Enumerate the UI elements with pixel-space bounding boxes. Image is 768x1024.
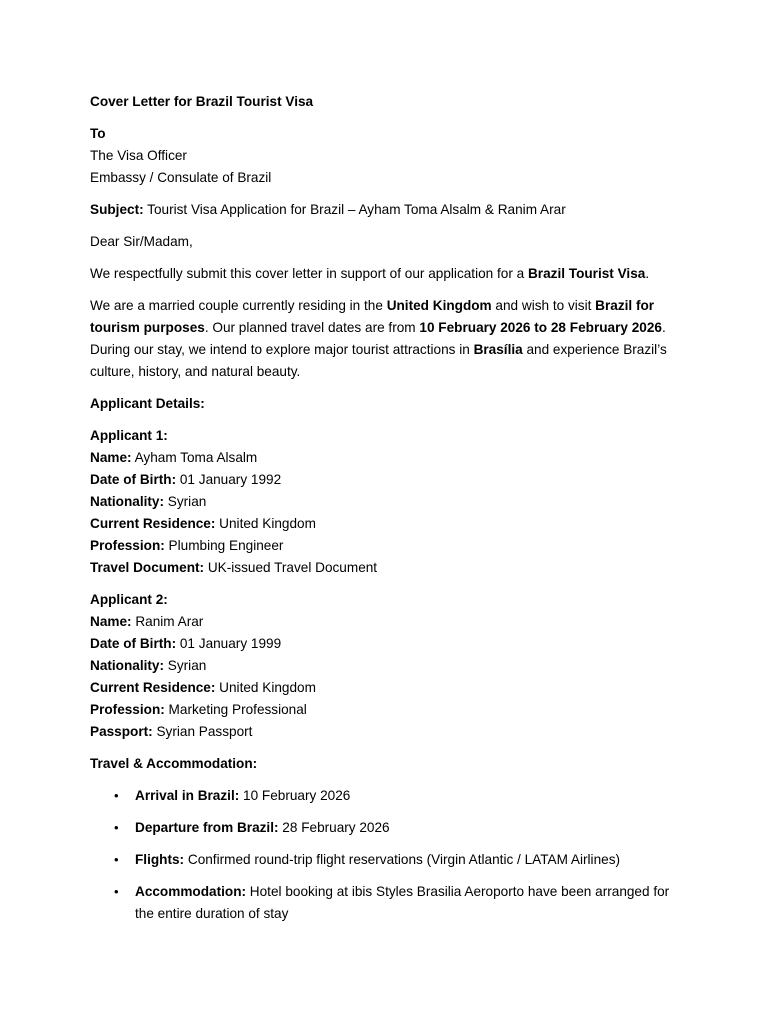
bullet-icon: • — [114, 788, 119, 803]
recipient-to: To — [90, 126, 106, 141]
applicant-1-name: Name: Ayham Toma Alsalm — [90, 450, 258, 465]
list-item: • Accommodation: Hotel booking at ibis Styles Brasilia Aeroporto have been arranged for the entire duration of stay — [90, 881, 690, 925]
bullet-icon: • — [114, 884, 119, 899]
list-item: • Flights: Confirmed round-trip flight reservations (Virgin Atlantic / LATAM Airlines) — [90, 849, 690, 871]
intro-paragraph: We respectfully submit this cover letter in support of our application for a Brazil Tourist Visa. — [90, 266, 650, 281]
list-item: • Departure from Brazil: 28 February 2026 — [90, 817, 690, 839]
applicant-2-passport: Passport: Syrian Passport — [90, 724, 253, 739]
applicant-1-dob: Date of Birth: 01 January 1992 — [90, 472, 282, 487]
applicant-1-document: Travel Document: UK-issued Travel Document — [90, 560, 378, 575]
applicant-1-block — [90, 425, 690, 579]
bullet-icon: • — [114, 852, 119, 867]
applicant-1-nationality: Nationality: Syrian — [90, 494, 207, 509]
subject-line: Subject: Tourist Visa Application for Brazil – Ayham Toma Alsalm & Ranim Arar — [90, 202, 566, 217]
bullet-icon: • — [114, 820, 119, 835]
travel-purpose-paragraph: We are a married couple currently residing in the United Kingdom and wish to visit Brazil for tourism purposes. Our planned travel dates are from 10 February 2026 to 28 February 2026. During our stay, we intend to explore major tourist attractions in Brasília and experience Brazil’s culture, history, and natural beauty. — [90, 298, 667, 379]
applicant-2-profession: Profession: Marketing Professional — [90, 702, 307, 717]
applicant-1-profession: Profession: Plumbing Engineer — [90, 538, 284, 553]
letter-title: Cover Letter for Brazil Tourist Visa — [90, 94, 314, 109]
recipient-line-2: Embassy / Consulate of Brazil — [90, 170, 272, 185]
applicant-1-residence: Current Residence: United Kingdom — [90, 516, 316, 531]
applicant-2-dob: Date of Birth: 01 January 1999 — [90, 636, 282, 651]
letter-body — [90, 91, 690, 935]
recipient-line-1: The Visa Officer — [90, 148, 187, 163]
applicant-2-residence: Current Residence: United Kingdom — [90, 680, 316, 695]
applicant-2-heading: Applicant 2: — [90, 592, 168, 607]
travel-list — [90, 785, 690, 925]
travel-accommodation-heading: Travel & Accommodation: — [90, 756, 258, 771]
applicant-2-nationality: Nationality: Syrian — [90, 658, 207, 673]
applicant-1-heading: Applicant 1: — [90, 428, 168, 443]
salutation: Dear Sir/Madam, — [90, 234, 193, 249]
applicant-2-block — [90, 589, 690, 743]
applicant-2-name: Name: Ranim Arar — [90, 614, 204, 629]
applicant-details-heading: Applicant Details: — [90, 396, 205, 411]
list-item: • Arrival in Brazil: 10 February 2026 — [90, 785, 690, 807]
